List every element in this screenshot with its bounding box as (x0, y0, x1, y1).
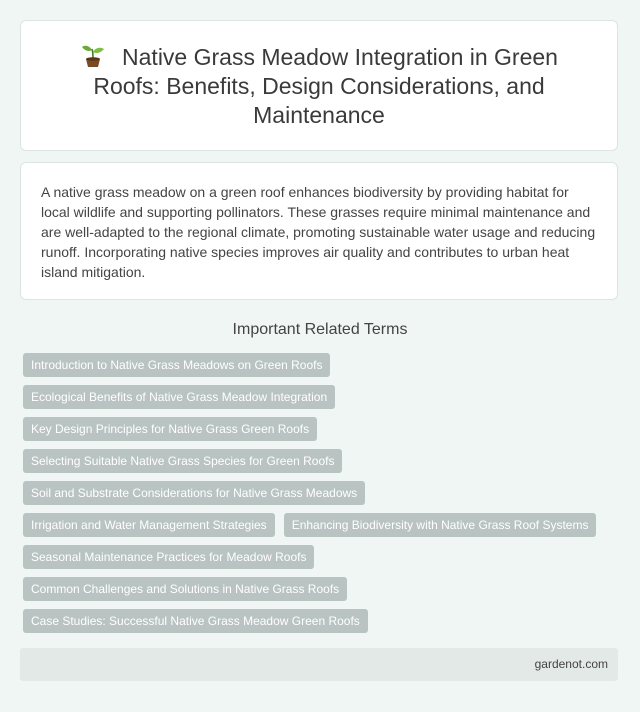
related-term-tag[interactable]: Irrigation and Water Management Strategies (23, 513, 275, 537)
related-term-tag[interactable]: Enhancing Biodiversity with Native Grass Roof Systems (284, 513, 597, 537)
footer-site-name: gardenot.com (534, 657, 608, 671)
related-term-tag[interactable]: Selecting Suitable Native Grass Species for Green Roofs (23, 449, 342, 473)
summary-text: A native grass meadow on a green roof enhances biodiversity by providing habitat for local wildlife and supporting pollinators. These grasses require minimal maintenance and are well-adapted to the regional climate, promoting sustainable water usage and reducing runoff. Incorporating native species improves air quality and contributes to urban heat island mitigation. (41, 184, 596, 280)
footer (20, 648, 618, 681)
sprout-icon (80, 42, 106, 68)
related-term-tag[interactable]: Introduction to Native Grass Meadows on Green Roofs (23, 353, 330, 377)
page-title (61, 42, 577, 130)
related-terms-list (23, 353, 603, 633)
related-term-tag[interactable]: Ecological Benefits of Native Grass Meadow Integration (23, 385, 335, 409)
related-term-tag[interactable]: Key Design Principles for Native Grass Green Roofs (23, 417, 317, 441)
related-term-tag[interactable]: Common Challenges and Solutions in Native Grass Roofs (23, 577, 347, 601)
related-term-tag[interactable]: Case Studies: Successful Native Grass Meadow Green Roofs (23, 609, 368, 633)
related-terms-heading: Important Related Terms (232, 321, 408, 338)
summary-card (20, 162, 618, 300)
related-term-tag[interactable]: Soil and Substrate Considerations for Native Grass Meadows (23, 481, 365, 505)
title-card (20, 20, 618, 151)
page-title-text: Native Grass Meadow Integration in Green Roofs: Benefits, Design Considerations, and Maintenance (93, 43, 558, 128)
related-term-tag[interactable]: Seasonal Maintenance Practices for Meadow Roofs (23, 545, 314, 569)
